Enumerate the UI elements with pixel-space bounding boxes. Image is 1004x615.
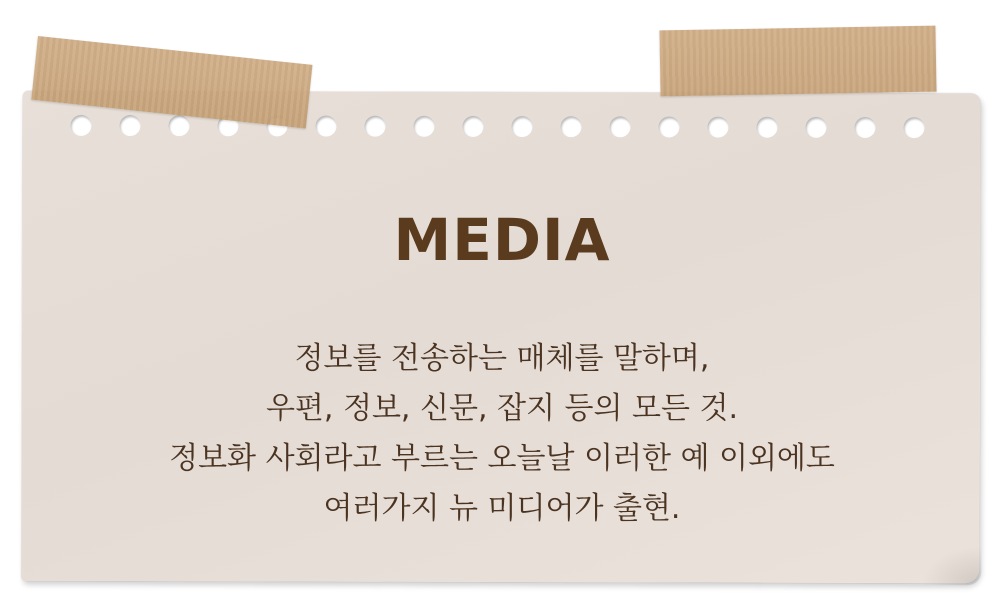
description-line: 정보를 전송하는 매체를 말하며, bbox=[294, 341, 710, 376]
binder-hole bbox=[610, 116, 631, 137]
binder-hole bbox=[463, 116, 484, 137]
binder-hole bbox=[806, 117, 827, 138]
binder-hole bbox=[365, 116, 386, 137]
binder-hole bbox=[316, 116, 337, 137]
description-line: 정보화 사회라고 부르는 오늘날 이러한 예 이외에도 bbox=[169, 441, 835, 476]
binder-hole bbox=[512, 116, 533, 137]
binder-hole bbox=[71, 115, 92, 136]
binder-hole bbox=[708, 117, 729, 138]
description-line: 우편, 정보, 신문, 잡지 등의 모든 것. bbox=[265, 391, 739, 426]
binder-hole bbox=[855, 117, 876, 138]
binder-holes bbox=[71, 115, 951, 139]
masking-tape-right bbox=[659, 26, 936, 97]
binder-hole bbox=[561, 116, 582, 137]
card-description bbox=[0, 334, 1004, 534]
card-title: MEDIA bbox=[393, 206, 611, 274]
binder-hole bbox=[757, 117, 778, 138]
binder-hole bbox=[414, 116, 435, 137]
binder-hole bbox=[904, 117, 925, 138]
binder-hole bbox=[120, 115, 141, 136]
binder-hole bbox=[169, 115, 190, 136]
binder-hole bbox=[659, 116, 680, 137]
description-line: 여러가지 뉴 미디어가 출현. bbox=[323, 491, 681, 526]
